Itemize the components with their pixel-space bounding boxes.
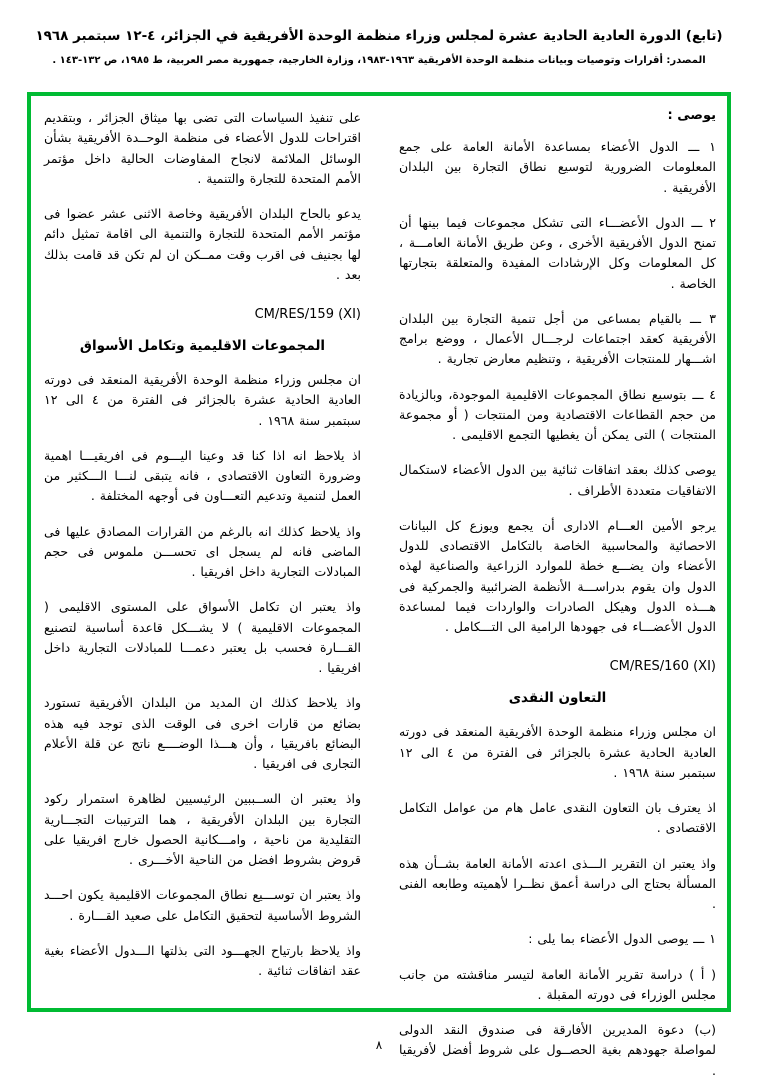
paragraph: على تنفيذ السياسات التى تضى بها ميثاق الجزائر ، وبتقديم اقتراحات للدول الأعضاء فى منظمة الوحــدة الأفريقية بشأن الوسائل الملائمة لانجاح المفاوضات الحالية داخل مؤتمر الأمم المتحدة للتجارة والتنمية . [44,110,361,186]
resolution-code: CM/RES/159 (XI) [254,307,361,322]
page-title: (تابع) الدورة العادية الحادية عشرة لمجلس وزراء منظمة الوحدة الأفريقية في الجزائر، ٤-١٢ سبتمبر ١٩٦٨ [35,28,723,44]
paragraph: ان مجلس وزراء منظمة الوحدة الأفريقية المنعقد فى دورته العادية الحادية عشرة بالجزائر فى الفترة من ٤ الى ١٢ سبتمبر سنة ١٩٦٨ . [399,724,717,780]
column-right [399,108,717,1078]
paragraph: ٢ ـــ الدول الأعضـــاء التى تشكل مجموعات فيما بينها أن تمنح الدول الأفريقية الأخرى ، وعن طريق الأمانة العامـــة ، كل المعلومات وكل الإرشادات المفيدة والمتعلقة بتجارتها الخاصة . [399,214,716,291]
source-line: المصدر: أقرارات وتوصيات وبيانات منظمة الوحدة الأفريقية ١٩٦٣-١٩٨٣، وزارة الخارجية، جمهورية مصر العربية، ط ١٩٨٥، ص ١٣٢-١٤٣ . [52,55,706,67]
resolution-title: التعاون النقدى [508,690,607,707]
paragraph: واذ يعتبر ان التقرير الـــذى اعدته الأمانة العامة بشــأن هذه المسألة بحتاج الى دراسة أعمق نظــرا لأهميته وطابعه الفنى . [399,855,716,911]
paragraph: واذ يعتبر ان الســببين الرئيسيين لظاهرة استمرار ركود التجارة بين البلدان الأفريقية ، هما الترتيبات التجـــارية التقليدية من ناحية ، وامـــكانية الحصول خارج افريقيا على قروض بشروط افضل من الناحية الأخـــرى . [44,791,361,867]
paragraph: ١ ـــ يوصى الدول الأعضاء بما يلى : [528,931,716,947]
resolution-code: CM/RES/160 (XI) [609,659,716,675]
page-number: ٨ [375,1038,383,1052]
paragraph: ٤ ـــ بتوسيع نطاق المجموعات الاقليمية الموجودة، وبالزيادة من حجم القطاعات الاقتصادية ومن المنتجات ( أو مجموعة المنتجات ) التى يمكن أن يغطيها التجمع الاقليمى . [399,386,716,442]
paragraph: ٣ ـــ بالقيام بمساعى من أجل تنمية التجارة بين البلدان الأفريقية كعقد اجتماعات لرجـــال الأعمال ، ووضع برامج اشـــهار للمنتجات الأفريقية ، وتنظيم معارض تجارية . [399,310,716,367]
paragraph: واذ يلاحظ بارتياح الجهـــود التى بذلتها الـــدول الأعضاء بغية عقد اتفاقات ثنائية . [44,942,361,978]
paragraph: ١ ـــ الدول الأعضاء بمساعدة الأمانة العامة على جمع المعلومات الضرورية لتوسيع نطاق التجارة بين البلدان الأفريقية . [399,139,716,195]
recommendation-heading: يوصى : [667,108,716,123]
paragraph: (ب) دعوة المديرين الأفارقة فى صندوق النقد الدولى لمواصلة جهودهم بغية الحصــول على شروط أفضل لأفريقيا . [399,1022,716,1078]
paragraph: واذ يلاحظ كذلك ان المديد من البلدان الأفريقية تستورد بضائع من قارات اخرى فى الوقت الذى توجد فيه هذه البضائع بافريقيا ، وأن هـــذا الوضــــع ناتج عن قلة الأعلام التجارى فى افريقيا . [44,695,361,771]
paragraph: يرجو الأمين العـــام الادارى أن يجمع ويوزع كل البيانات الاحصائية والمحاسبية الخاصة بالتكامل الاقتصادى للدول الأعضاء وان يضـــع خطة للموارد الزراعية والصناعية لهذه الدول وان يقوم بدراســـة الأنظمة الضرائبية والجمركية فى هـــذه الدول وهيكل الصادرات والواردات فيما لمساعدة الدول الأعضـــاء فى جهودها الرامية الى التـــكامل . [399,517,716,634]
paragraph: يوصى كذلك بعقد اتفاقات ثنائية بين الدول الأعضاء لاستكمال الاتفاقيات متعددة الأطراف . [399,462,716,498]
column-left [44,108,361,998]
paragraph: واذ يعتبر ان تكامل الأسواق على المستوى الاقليمى ( المجموعات الاقليمية ) لا يشـــكل قاعدة أساسية لتصنيع القـــارة فحسب بل يعتبر دعمـــا للمبادلات التجارية داخل افريقيا . [44,599,361,675]
paragraph: واذ يلاحظ كذلك انه بالرغم من القرارات المصادق عليها فى الماضى فانه لم يسجل اى تحســـن ملموس فى حجم المبادلات التجارية داخل افريقيا . [44,523,361,579]
page-header [0,26,758,66]
two-column-body [44,108,717,1078]
paragraph: ان مجلس وزراء منظمة الوحدة الأفريقية المنعقد فى دورته العادية الحادية عشرة بالجزائر فى الفترة من ٤ الى ١٢ سبتمبر سنة ١٩٦٨ . [44,372,362,428]
paragraph: يدعو بالحاح البلدان الأفريقية وخاصة الاثنى عشر عضوا فى مؤتمر الأمم المتحدة للتجارة والتنمية الى اقامة تمثيل دائم لها بجنيف فى اقرب وقت ممــكن ان لم تكن قد قامت بذلك بعد . [44,206,361,282]
paragraph: اذ يعترف بان التعاون النقدى عامل هام من عوامل التكامل الاقتصادى . [399,800,716,836]
paragraph: ( أ ) دراسة تقرير الأمانة العامة لتيسر مناقشته من جانب مجلس الوزراء فى دورته المقبلة . [399,966,716,1002]
paragraph: واذ يعتبر ان توســـيع نطاق المجموعات الاقليمية يكون احـــد الشروط الأساسية لتحقيق التكامل على صعيد القـــارة . [44,887,361,923]
paragraph: اذ يلاحظ انه اذا كنا قد وعينا اليـــوم فى افريقيـــا اهمية وضرورة التعاون الاقتصادى ، فانه يتبقى لنـــا الـــكثير من العمل لتنمية وتدعيم التعـــاون فى أوجهه المختلفة . [44,447,361,504]
resolution-title: المجموعات الاقليمية وتكامل الأسواق [79,338,326,354]
